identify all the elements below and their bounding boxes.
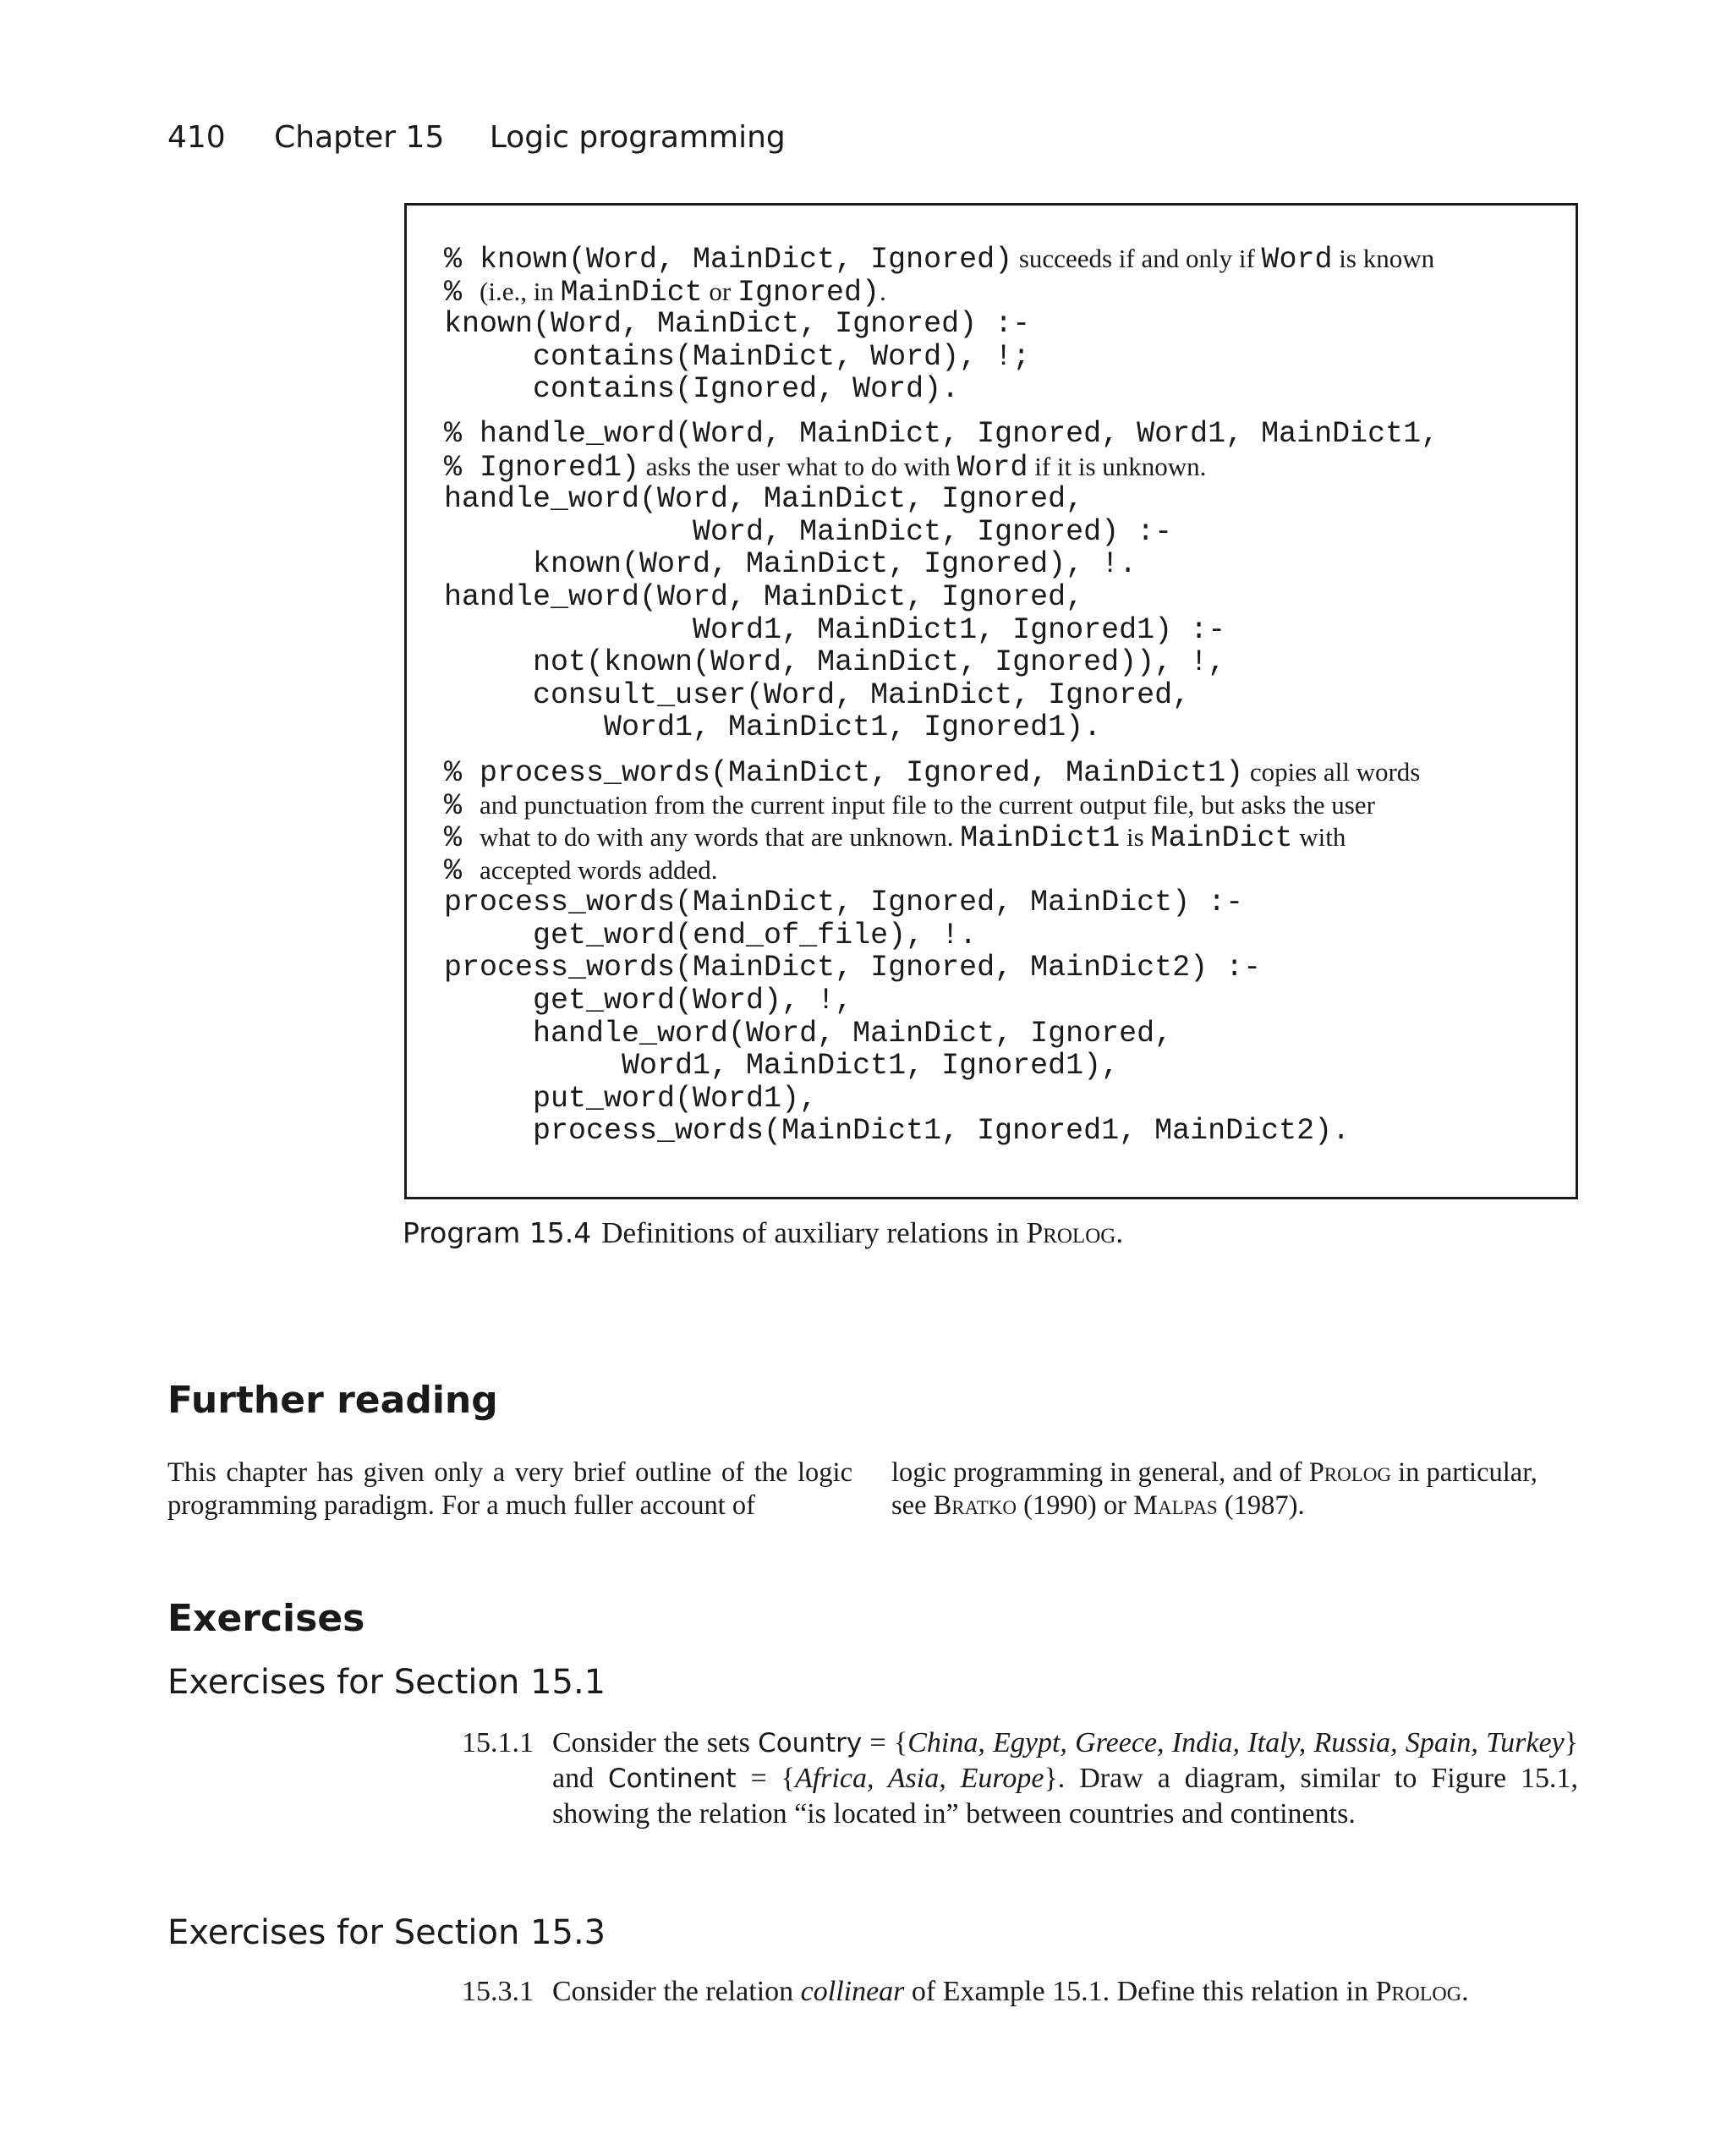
comment-text: copies all words [1243, 756, 1421, 787]
code-line [444, 243, 1559, 276]
comment-text: if it is unknown. [1028, 451, 1207, 481]
code-text: contains(Ignored, Word). [444, 372, 960, 407]
code-text: Word [956, 450, 1028, 485]
code-text: MainDict [560, 275, 703, 310]
code-text: known(Word, MainDict, Ignored), !. [444, 547, 1137, 582]
program-caption [403, 1216, 1123, 1250]
exercise-number: 15.1.1 [462, 1727, 534, 1758]
page-number: 410 [167, 120, 226, 155]
code-text: get_word(Word), !, [444, 984, 853, 1018]
code-text: % known(Word, MainDict, Ignored) [444, 243, 1013, 277]
code-line [444, 756, 1559, 789]
code-block [444, 243, 1559, 406]
code-text: put_word(Word1), [444, 1081, 818, 1116]
comment-text: what to do with any words that are unknown. [480, 822, 961, 853]
code-text: % [444, 788, 480, 823]
code-text: % [444, 853, 480, 888]
code-line [444, 418, 1559, 451]
code-text: MainDict1 [960, 821, 1121, 856]
code-text: known(Word, MainDict, Ignored) :- [444, 307, 1031, 342]
prolog-name: Prolog [1308, 1457, 1391, 1488]
code-text: Word1, MainDict1, Ignored1). [444, 710, 1102, 745]
code-text: consult_user(Word, MainDict, Ignored, [444, 678, 1191, 712]
exercises-heading: Exercises [167, 1597, 365, 1640]
program-listing-box [404, 203, 1578, 1199]
code-line [444, 711, 1559, 744]
comment-text: with [1292, 822, 1346, 853]
chapter-label: Chapter 15 [274, 120, 445, 155]
code-text: % process_words(MainDict, Ignored, MainDict1) [444, 755, 1244, 790]
code-line [444, 886, 1559, 919]
code-text: Ignored) [737, 275, 880, 310]
comment-text: succeeds if and only if [1012, 244, 1262, 273]
code-text: % [444, 821, 480, 856]
set-continent: Continent [608, 1764, 737, 1794]
further-reading-heading: Further reading [167, 1379, 498, 1422]
code-text: process_words(MainDict1, Ignored1, MainDict2). [444, 1114, 1351, 1149]
running-header [167, 120, 786, 155]
code-line [444, 1115, 1559, 1148]
exercise-15-3-1 [462, 1974, 1578, 2015]
code-line [444, 952, 1559, 985]
code-line [444, 451, 1559, 484]
code-line [444, 373, 1559, 406]
code-line [444, 1050, 1559, 1083]
code-line [444, 854, 1559, 887]
code-line [444, 516, 1559, 549]
comment-text: and punctuation from the current input file to the current output file, but asks the user [480, 789, 1375, 820]
caption-prolog: Prolog [1026, 1216, 1116, 1249]
author-malpas: Malpas [1133, 1490, 1218, 1521]
comment-text: . [879, 276, 886, 306]
code-line [444, 1083, 1559, 1116]
code-block [444, 418, 1559, 744]
exercises-section-15-3-heading: Exercises for Section 15.3 [167, 1913, 606, 1952]
comment-text: (i.e., in [480, 276, 561, 306]
code-text: Word [1261, 243, 1333, 277]
prolog-name: Prolog [1375, 1976, 1462, 2007]
code-text: handle_word(Word, MainDict, Ignored, [444, 482, 1084, 517]
code-line [444, 679, 1559, 712]
code-text: % [444, 275, 480, 310]
exercise-number: 15.3.1 [462, 1976, 534, 2007]
code-text: get_word(end_of_file), !. [444, 918, 978, 952]
countries-list: China, Egypt, Greece, India, Italy, Russia, Spain, Turkey [907, 1727, 1565, 1758]
code-text: process_words(MainDict, Ignored, MainDict) :- [444, 886, 1244, 920]
exercise-text: Consider the sets Country = {China, Egypt, Greece, India, Italy, Russia, Spain, Turkey} and Continent = {Africa, Asia, Europe}. Draw a diagram, similar to Figure 15.1, showing the relation “is located in” between countries and continents. [552, 1727, 1578, 1830]
code-line [444, 789, 1559, 822]
code-line [444, 985, 1559, 1018]
code-text: % Ignored1) [444, 450, 640, 485]
comment-text: asks the user what to do with [639, 451, 957, 481]
code-line [444, 581, 1559, 614]
term-collinear: collinear [800, 1976, 905, 2007]
code-text: handle_word(Word, MainDict, Ignored, [444, 579, 1084, 614]
code-line [444, 308, 1559, 341]
code-text: not(known(Word, MainDict, Ignored)), !, [444, 645, 1226, 680]
set-country: Country [758, 1728, 863, 1758]
exercise-text: Consider the relation collinear of Example 15.1. Define this relation in Prolog. [552, 1976, 1469, 2007]
continents-list: Africa, Asia, Europe [794, 1763, 1044, 1794]
code-line [444, 821, 1559, 854]
code-line [444, 341, 1559, 374]
code-line [444, 919, 1559, 952]
code-line [444, 614, 1559, 647]
exercise-15-1-1 [462, 1725, 1578, 1869]
author-bratko: Bratko [933, 1490, 1017, 1521]
further-reading-col2: logic programming in general, and of Prolog in particular, see Bratko (1990) or Malpas (1987). [891, 1457, 1537, 1521]
exercises-section-15-1-heading: Exercises for Section 15.1 [167, 1663, 606, 1702]
comment-text: is [1120, 822, 1151, 853]
code-block [444, 756, 1559, 1148]
comment-text: or [702, 276, 737, 306]
comment-text: is known [1332, 244, 1435, 273]
code-line [444, 276, 1559, 309]
code-text: contains(MainDict, Word), !; [444, 339, 1031, 374]
code-text: handle_word(Word, MainDict, Ignored, [444, 1016, 1173, 1051]
chapter-title: Logic programming [489, 120, 786, 155]
code-text: % handle_word(Word, MainDict, Ignored, Word1, MainDict1, [444, 416, 1439, 451]
code-text: Word, MainDict, Ignored) :- [444, 514, 1173, 549]
code-text: Word1, MainDict1, Ignored1) :- [444, 612, 1226, 647]
code-line [444, 483, 1559, 516]
caption-label: Program 15.4 [403, 1216, 592, 1249]
further-reading-col1: This chapter has given only a very brief outline of the logic programming paradigm. For a much fuller account of [167, 1457, 852, 1521]
code-text: Word1, MainDict1, Ignored1), [444, 1049, 1120, 1083]
comment-text: accepted words added. [480, 854, 718, 885]
caption-end: . [1115, 1216, 1124, 1249]
code-line [444, 646, 1559, 679]
code-text: process_words(MainDict, Ignored, MainDict2) :- [444, 951, 1262, 985]
caption-text: Definitions of auxiliary relations in [601, 1216, 1027, 1249]
code-listing [444, 243, 1559, 1160]
code-line [444, 548, 1559, 581]
code-line [444, 1018, 1559, 1051]
code-text: MainDict [1150, 821, 1293, 856]
